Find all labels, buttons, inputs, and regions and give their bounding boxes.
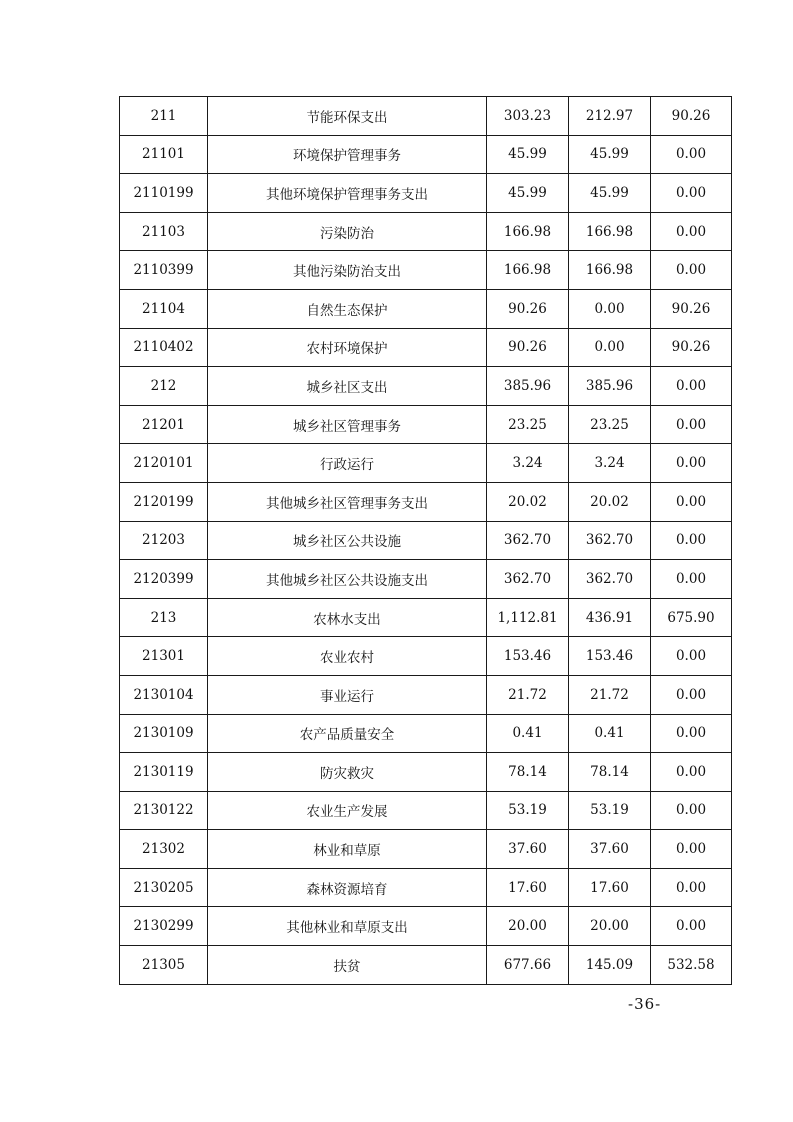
- classification-code-cell: 2110402: [120, 328, 208, 367]
- basic-expenditure-cell: 166.98: [569, 251, 651, 290]
- table-row: [120, 675, 732, 714]
- classification-code-cell: 2130104: [120, 675, 208, 714]
- basic-expenditure-cell: 0.00: [569, 328, 651, 367]
- project-expenditure-cell: 0.00: [651, 753, 732, 792]
- table-row: [120, 444, 732, 483]
- total-amount-cell: 0.41: [487, 714, 569, 753]
- basic-expenditure-cell: 17.60: [569, 868, 651, 907]
- classification-code-cell: 21103: [120, 212, 208, 251]
- table-row: [120, 598, 732, 637]
- basic-expenditure-cell: 385.96: [569, 367, 651, 406]
- item-name-cell: 其他环境保护管理事务支出: [208, 174, 487, 213]
- project-expenditure-cell: 675.90: [651, 598, 732, 637]
- project-expenditure-cell: 90.26: [651, 328, 732, 367]
- table-row: [120, 753, 732, 792]
- table-row: [120, 367, 732, 406]
- classification-code-cell: 21305: [120, 946, 208, 985]
- basic-expenditure-cell: 53.19: [569, 791, 651, 830]
- project-expenditure-cell: 90.26: [651, 97, 732, 136]
- item-name-cell: 其他污染防治支出: [208, 251, 487, 290]
- item-name-cell: 防灾救灾: [208, 753, 487, 792]
- item-name-cell: 林业和草原: [208, 830, 487, 869]
- total-amount-cell: 17.60: [487, 868, 569, 907]
- project-expenditure-cell: 90.26: [651, 289, 732, 328]
- classification-code-cell: 211: [120, 97, 208, 136]
- basic-expenditure-cell: 0.41: [569, 714, 651, 753]
- table-row: [120, 791, 732, 830]
- total-amount-cell: 153.46: [487, 637, 569, 676]
- item-name-cell: 扶贫: [208, 946, 487, 985]
- basic-expenditure-cell: 21.72: [569, 675, 651, 714]
- classification-code-cell: 213: [120, 598, 208, 637]
- project-expenditure-cell: 0.00: [651, 868, 732, 907]
- project-expenditure-cell: 0.00: [651, 135, 732, 174]
- item-name-cell: 环境保护管理事务: [208, 135, 487, 174]
- project-expenditure-cell: 0.00: [651, 560, 732, 599]
- classification-code-cell: 2110199: [120, 174, 208, 213]
- item-name-cell: 农村环境保护: [208, 328, 487, 367]
- total-amount-cell: 21.72: [487, 675, 569, 714]
- table-row: [120, 328, 732, 367]
- classification-code-cell: 2120399: [120, 560, 208, 599]
- item-name-cell: 农林水支出: [208, 598, 487, 637]
- total-amount-cell: 20.00: [487, 907, 569, 946]
- classification-code-cell: 2110399: [120, 251, 208, 290]
- basic-expenditure-cell: 45.99: [569, 135, 651, 174]
- basic-expenditure-cell: 436.91: [569, 598, 651, 637]
- basic-expenditure-cell: 37.60: [569, 830, 651, 869]
- item-name-cell: 城乡社区管理事务: [208, 405, 487, 444]
- project-expenditure-cell: 0.00: [651, 521, 732, 560]
- basic-expenditure-cell: 45.99: [569, 174, 651, 213]
- classification-code-cell: 21203: [120, 521, 208, 560]
- classification-code-cell: 2130119: [120, 753, 208, 792]
- item-name-cell: 行政运行: [208, 444, 487, 483]
- total-amount-cell: 45.99: [487, 174, 569, 213]
- item-name-cell: 事业运行: [208, 675, 487, 714]
- project-expenditure-cell: 0.00: [651, 637, 732, 676]
- item-name-cell: 其他林业和草原支出: [208, 907, 487, 946]
- table-row: [120, 289, 732, 328]
- total-amount-cell: 3.24: [487, 444, 569, 483]
- table-row: [120, 868, 732, 907]
- item-name-cell: 其他城乡社区管理事务支出: [208, 482, 487, 521]
- project-expenditure-cell: 0.00: [651, 675, 732, 714]
- table-row: [120, 830, 732, 869]
- classification-code-cell: 2120199: [120, 482, 208, 521]
- basic-expenditure-cell: 145.09: [569, 946, 651, 985]
- item-name-cell: 农业农村: [208, 637, 487, 676]
- table-row: [120, 482, 732, 521]
- item-name-cell: 节能环保支出: [208, 97, 487, 136]
- project-expenditure-cell: 0.00: [651, 251, 732, 290]
- total-amount-cell: 1,112.81: [487, 598, 569, 637]
- basic-expenditure-cell: 212.97: [569, 97, 651, 136]
- basic-expenditure-cell: 0.00: [569, 289, 651, 328]
- project-expenditure-cell: 532.58: [651, 946, 732, 985]
- table-row: [120, 97, 732, 136]
- total-amount-cell: 385.96: [487, 367, 569, 406]
- item-name-cell: 森林资源培育: [208, 868, 487, 907]
- basic-expenditure-cell: 362.70: [569, 521, 651, 560]
- basic-expenditure-cell: 23.25: [569, 405, 651, 444]
- total-amount-cell: 90.26: [487, 328, 569, 367]
- total-amount-cell: 166.98: [487, 251, 569, 290]
- total-amount-cell: 53.19: [487, 791, 569, 830]
- table-row: [120, 637, 732, 676]
- basic-expenditure-cell: 3.24: [569, 444, 651, 483]
- project-expenditure-cell: 0.00: [651, 212, 732, 251]
- item-name-cell: 农产品质量安全: [208, 714, 487, 753]
- page-number: -36-: [628, 995, 662, 1013]
- basic-expenditure-cell: 153.46: [569, 637, 651, 676]
- table-row: [120, 907, 732, 946]
- classification-code-cell: 212: [120, 367, 208, 406]
- basic-expenditure-cell: 166.98: [569, 212, 651, 251]
- item-name-cell: 农业生产发展: [208, 791, 487, 830]
- total-amount-cell: 303.23: [487, 97, 569, 136]
- table-row: [120, 560, 732, 599]
- total-amount-cell: 23.25: [487, 405, 569, 444]
- total-amount-cell: 90.26: [487, 289, 569, 328]
- table-row: [120, 174, 732, 213]
- classification-code-cell: 2130122: [120, 791, 208, 830]
- classification-code-cell: 2120101: [120, 444, 208, 483]
- classification-code-cell: 2130205: [120, 868, 208, 907]
- classification-code-cell: 21302: [120, 830, 208, 869]
- table-row: [120, 946, 732, 985]
- item-name-cell: 城乡社区支出: [208, 367, 487, 406]
- table-body: [120, 97, 732, 985]
- table-row: [120, 405, 732, 444]
- item-name-cell: 城乡社区公共设施: [208, 521, 487, 560]
- classification-code-cell: 21101: [120, 135, 208, 174]
- total-amount-cell: 362.70: [487, 521, 569, 560]
- total-amount-cell: 677.66: [487, 946, 569, 985]
- total-amount-cell: 362.70: [487, 560, 569, 599]
- item-name-cell: 自然生态保护: [208, 289, 487, 328]
- project-expenditure-cell: 0.00: [651, 907, 732, 946]
- project-expenditure-cell: 0.00: [651, 714, 732, 753]
- table-row: [120, 135, 732, 174]
- project-expenditure-cell: 0.00: [651, 367, 732, 406]
- item-name-cell: 其他城乡社区公共设施支出: [208, 560, 487, 599]
- classification-code-cell: 21301: [120, 637, 208, 676]
- total-amount-cell: 166.98: [487, 212, 569, 251]
- total-amount-cell: 78.14: [487, 753, 569, 792]
- total-amount-cell: 37.60: [487, 830, 569, 869]
- table-row: [120, 714, 732, 753]
- project-expenditure-cell: 0.00: [651, 791, 732, 830]
- basic-expenditure-cell: 20.00: [569, 907, 651, 946]
- project-expenditure-cell: 0.00: [651, 482, 732, 521]
- project-expenditure-cell: 0.00: [651, 405, 732, 444]
- classification-code-cell: 21104: [120, 289, 208, 328]
- project-expenditure-cell: 0.00: [651, 174, 732, 213]
- total-amount-cell: 20.02: [487, 482, 569, 521]
- table-row: [120, 251, 732, 290]
- table-row: [120, 521, 732, 560]
- basic-expenditure-cell: 362.70: [569, 560, 651, 599]
- classification-code-cell: 21201: [120, 405, 208, 444]
- total-amount-cell: 45.99: [487, 135, 569, 174]
- classification-code-cell: 2130109: [120, 714, 208, 753]
- item-name-cell: 污染防治: [208, 212, 487, 251]
- project-expenditure-cell: 0.00: [651, 444, 732, 483]
- basic-expenditure-cell: 78.14: [569, 753, 651, 792]
- classification-code-cell: 2130299: [120, 907, 208, 946]
- project-expenditure-cell: 0.00: [651, 830, 732, 869]
- expenditure-table: [119, 96, 732, 985]
- basic-expenditure-cell: 20.02: [569, 482, 651, 521]
- table-row: [120, 212, 732, 251]
